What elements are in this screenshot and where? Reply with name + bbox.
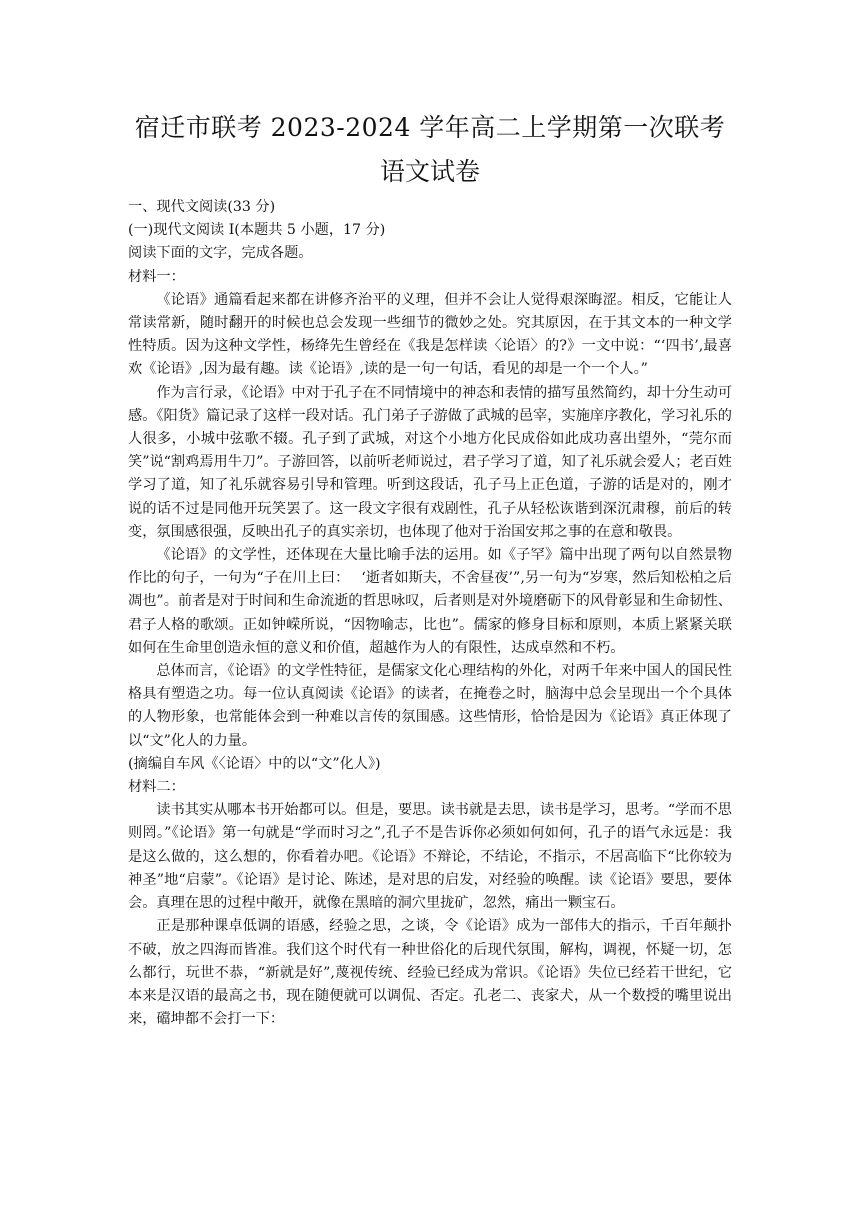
exam-title: 宿迁市联考 2023-2024 学年高二上学期第一次联考 — [134, 113, 726, 142]
material-one-paragraph-4: 总体而言，《论语》的文学性特征，是儒家文化心理结构的外化，对两千年来中国人的国民性格具有塑造之功。每一位认真阅读《论语》的读者，在掩卷之时，脑海中总会呈现出一个个具体的人物形象，也常能体会到一种难以言传的氛围感。这些情形，恰恰是因为《论语》真正体现了以“文”化人的力量。 — [128, 663, 732, 749]
material-one-paragraph-3: 《论语》的文学性，还体现在大量比喻手法的运用。如《子罕》篇中出现了两句以自然景物作比的句子，一句为“子在川上曰： ‘逝者如斯夫，不舍昼夜’”,另一句为“岁寒，然后知松柏之后凋也”。前者是对于时间和生命流逝的哲思咏叹，后者则是对外境磨砺下的风骨彰显和生命韧性、君子人格的歌颂。正如钟嵘所说，“因物喻志，比也”。儒家的修身目标和原则，本质上紧紧关联如何在生命里创造永恒的意义和价值，超越作为人的有限性，达成卓然和不朽。 — [128, 547, 732, 656]
material-two-paragraph-1: 读书其实从哪本书开始都可以。但是，要思。读书就是去思，读书是学习，思考。“学而不思则罔。”《论语》第一句就是“学而时习之”,孔子不是告诉你必须如何如何，孔子的语气永远是：我是这么做的，这么想的，你看着办吧。《论语》不辩论，不结论，不指示，不居高临下“比你较为神圣”地“启蒙”。《论语》是讨论、陈述，是对思的启发，对经验的唤醒。读《论语》要思，要体会。真理在思的过程中敞开，就像在黑暗的洞穴里拢矿，忽然，痛出一颗宝石。 — [128, 802, 732, 912]
material-two-label: 材料二： — [128, 779, 185, 796]
material-one-paragraph-1: 《论语》通篇看起来都在讲修齐治平的义理，但并不会让人觉得艰深晦涩。相反，它能让人常读常新，随时翻开的时候也总会发现一些细节的微妙之处。究其原因，在于其文本的一种文学性特质。因为这种文学性，杨绛先生曾经在《我是怎样读〈论语〉的?》一文中说：“‘四书’,最喜欢《论语》,因为最有趣。读《论语》,读的是一句一句话，看见的却是一个一个人。” — [128, 291, 732, 378]
instruction-text: 阅读下面的文字，完成各题。 — [128, 245, 313, 262]
document-body — [128, 196, 732, 1031]
material-one-paragraph-2: 作为言行录，《论语》中对于孔子在不同情境中的神态和表情的描写虽然简约，却十分生动可感。《阳货》篇记录了这样一段对话。孔门弟子子游做了武城的邑宰，实施庠序教化，学习礼乐的人很多，小城中弦歌不辍。孔子到了武城，对这个小地方化民成俗如此成功喜出望外，“莞尔而笑”说“割鸡焉用牛刀”。子游回答，以前听老师说过，君子学习了道，知了礼乐就会爱人；老百姓学习了道，知了礼乐就容易引导和管理。听到这段话，孔子马上正色道，子游的话是对的，刚才说的话不过是同他开玩笑罢了。这一段文字很有戏剧性，孔子从轻松诙谐到深沉肃穆，前后的转变，氛围感很强，反映出孔子的真实亲切，也体现了他对于治国安邦之事的在意和敬畏。 — [128, 384, 732, 540]
material-one-source: (摘编自车风《〈论语〉中的以“文”化人》) — [128, 755, 381, 772]
exam-subtitle: 语文试卷 — [379, 157, 480, 186]
material-one-label: 材料一： — [128, 268, 185, 285]
section-heading: 一、现代文阅读(33 分) — [128, 199, 276, 215]
material-two-paragraph-2: 正是那种课卓低调的语感，经验之思，之谈，令《论语》成为一部伟大的指示，千百年颠扑不破，放之四海而皆准。我们这个时代有一种世俗化的后现代氛围，解构，调视，怀疑一切，怎么都行，玩世不恭，“新就是好”,蔑视传统、经验已经成为常识。《论语》失位已经若干世纪，它本来是汉语的最高之书，现在随便就可以调侃、否定。孔老二、丧家犬，从一个数授的嘴里说出来，礑坤都不会打一下： — [128, 918, 732, 1028]
part-heading: (一)现代文阅读 I(本题共 5 小题，17 分) — [128, 222, 386, 239]
